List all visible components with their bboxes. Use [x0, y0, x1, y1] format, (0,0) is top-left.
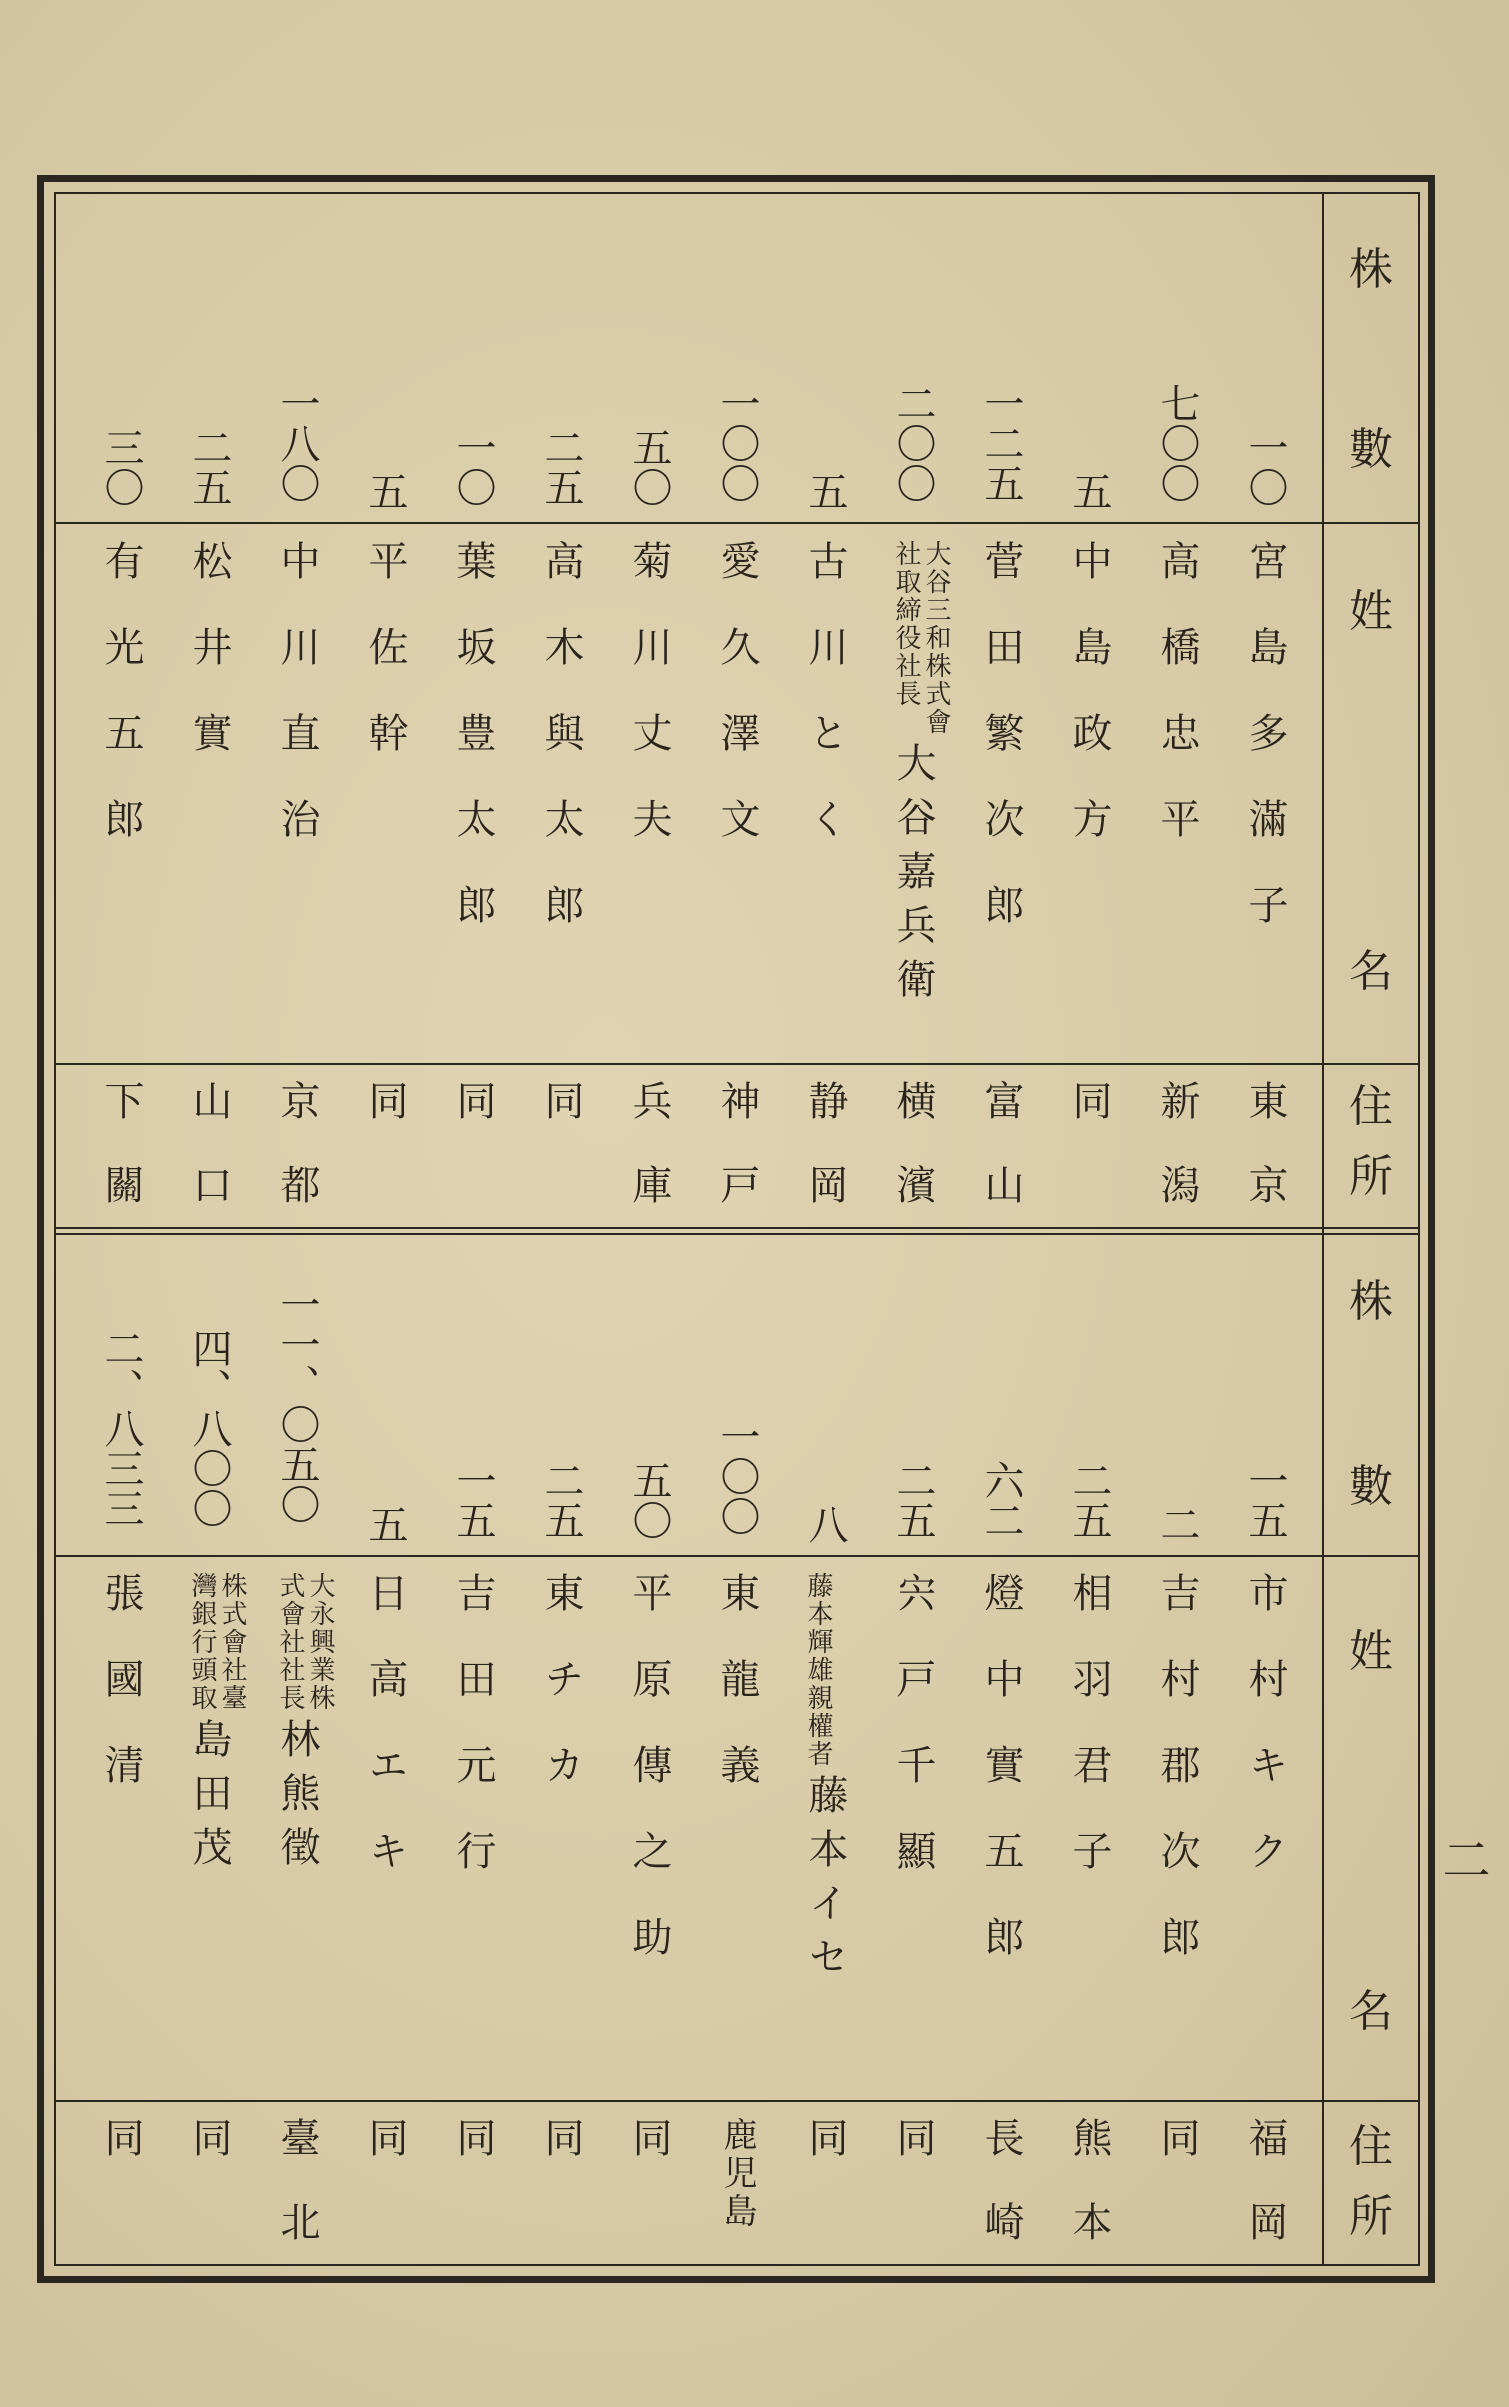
addr-cell: 兵庫 [626, 1080, 672, 1248]
hdr-rule-4 [1322, 2100, 1420, 2102]
name-cell: 愛久澤文 [714, 540, 760, 884]
shares-cell: 一二五 [978, 383, 1024, 503]
bottom-shares-rule [54, 1555, 1322, 1557]
name-cell: 宍戸千顯 [890, 1572, 936, 1916]
shares-cell: 五 [362, 471, 408, 511]
name-cell: 有光五郎 [98, 540, 144, 884]
page-number: 二 [1434, 1835, 1490, 1883]
shares-cell: 二五 [890, 1460, 936, 1540]
header-addr2-bottom: 所 [1349, 2191, 1393, 2242]
header-name2-bottom: 名 [1349, 1986, 1393, 2037]
top-addr-rule [54, 1063, 1322, 1065]
shares-cell: 五〇 [626, 1460, 672, 1540]
header-addr2-top: 所 [1349, 1151, 1393, 1202]
shares-cell: 三〇 [98, 427, 144, 507]
shares-cell: 六二 [978, 1460, 1024, 1540]
shares-cell: 二五 [538, 427, 584, 507]
addr-cell: 東京 [1242, 1080, 1288, 1248]
shares-cell: 一〇 [1242, 427, 1288, 507]
name-cell: 大谷嘉兵衛 [890, 742, 936, 1012]
addr-cell: 同 [362, 1080, 408, 1164]
name-cell: 古川とく [802, 540, 848, 884]
bottom-addr-rule [54, 2100, 1322, 2102]
header-name2-top: 名 [1349, 946, 1393, 997]
name-cell: 中川直治 [274, 540, 320, 884]
shares-cell: 二五 [186, 427, 232, 507]
addr-cell: 同 [450, 1080, 496, 1164]
addr-cell: 同 [1154, 2117, 1200, 2201]
addr-cell: 富山 [978, 1080, 1024, 1248]
addr-cell: 鹿児島 [717, 2117, 757, 2231]
addr-cell: 臺北 [274, 2117, 320, 2285]
top-shares-rule [54, 522, 1322, 524]
title-cell: 株式會社臺灣銀行頭取 [187, 1572, 247, 1712]
addr-cell: 同 [98, 2117, 144, 2201]
shares-cell: 五 [802, 471, 848, 511]
addr-cell: 山口 [186, 1080, 232, 1248]
shares-cell: 一〇 [450, 427, 496, 507]
name-cell: 高橋忠平 [1154, 540, 1200, 884]
hdr-rule-3 [1322, 1555, 1420, 1557]
name-cell: 平佐幹 [362, 540, 408, 798]
addr-cell: 同 [538, 1080, 584, 1164]
addr-cell: 京都 [274, 1080, 320, 1248]
shares-cell: 一八〇 [274, 383, 320, 503]
name-cell: 中島政方 [1066, 540, 1112, 884]
name-cell: 菅田繁次郎 [978, 540, 1024, 970]
addr-cell: 同 [890, 2117, 936, 2201]
name-cell: 日高エキ [362, 1572, 408, 1916]
addr-cell: 下關 [98, 1080, 144, 1248]
title-cell: 大永興業株式會社社長 [275, 1572, 335, 1712]
name-cell: 宮島多滿子 [1242, 540, 1288, 970]
addr-cell: 同 [802, 2117, 848, 2201]
shares-cell: 二〇〇 [890, 383, 936, 503]
name-cell: 藤本イセ [802, 1774, 848, 1990]
shares-cell: 二五 [538, 1460, 584, 1540]
header-shares2-top: 數 [1349, 424, 1393, 475]
header-divider [1322, 192, 1324, 2266]
shares-cell: 四、八〇〇 [186, 1328, 232, 1528]
header-shares2-bottom: 數 [1349, 1461, 1393, 1512]
name-cell: 平原傳之助 [626, 1572, 672, 2002]
name-cell: 葉坂豊太郎 [450, 540, 496, 970]
header-shares-bottom: 株 [1349, 1276, 1393, 1327]
name-cell: 燈中實五郎 [978, 1572, 1024, 2002]
addr-cell: 横濱 [890, 1080, 936, 1248]
header-addr-bottom: 住 [1349, 2121, 1393, 2172]
name-cell: 東龍義 [714, 1572, 760, 1830]
name-cell: 東チカ [538, 1572, 584, 1830]
shares-cell: 二、八三三 [98, 1328, 144, 1528]
title-cell: 藤本輝雄親權者 [803, 1572, 833, 1768]
shares-cell: 二 [1154, 1504, 1200, 1544]
header-name-bottom: 姓 [1349, 1626, 1393, 1677]
shares-cell: 五 [1066, 471, 1112, 511]
addr-cell: 新潟 [1154, 1080, 1200, 1248]
header-addr-top: 住 [1349, 1081, 1393, 1132]
name-cell: 相羽君子 [1066, 1572, 1112, 1916]
header-shares-top: 株 [1349, 244, 1393, 295]
addr-cell: 同 [1066, 1080, 1112, 1164]
shares-cell: 七〇〇 [1154, 383, 1200, 503]
shares-cell: 一〇〇 [714, 1416, 760, 1536]
addr-cell: 同 [186, 2117, 232, 2201]
addr-cell: 神戸 [714, 1080, 760, 1248]
addr-cell: 同 [626, 2117, 672, 2201]
title-cell: 大谷三和株式會社取締役社長 [891, 540, 951, 736]
addr-cell: 熊本 [1066, 2117, 1112, 2285]
name-cell: 吉田元行 [450, 1572, 496, 1916]
name-cell: 林熊徵 [274, 1718, 320, 1880]
shares-cell: 五 [362, 1504, 408, 1544]
name-cell: 張國清 [98, 1572, 144, 1830]
addr-cell: 福岡 [1242, 2117, 1288, 2285]
shares-cell: 五〇 [626, 427, 672, 507]
name-cell: 市村キク [1242, 1572, 1288, 1916]
name-cell: 島田茂 [186, 1718, 232, 1880]
header-name-top: 姓 [1349, 586, 1393, 637]
hdr-rule-1 [1322, 522, 1420, 524]
shares-cell: 二五 [1066, 1460, 1112, 1540]
shares-cell: 八 [802, 1504, 848, 1544]
addr-cell: 同 [362, 2117, 408, 2201]
name-cell: 高木與太郎 [538, 540, 584, 970]
name-cell: 菊川丈夫 [626, 540, 672, 884]
addr-cell: 長崎 [978, 2117, 1024, 2285]
shares-cell: 一五 [1242, 1460, 1288, 1540]
shares-cell: 一五 [450, 1460, 496, 1540]
addr-cell: 同 [538, 2117, 584, 2201]
shares-cell: 一一、〇五〇 [274, 1284, 320, 1524]
hdr-rule-2 [1322, 1063, 1420, 1065]
name-cell: 松井實 [186, 540, 232, 798]
shares-cell: 一〇〇 [714, 383, 760, 503]
addr-cell: 静岡 [802, 1080, 848, 1248]
addr-cell: 同 [450, 2117, 496, 2201]
name-cell: 吉村郡次郎 [1154, 1572, 1200, 2002]
